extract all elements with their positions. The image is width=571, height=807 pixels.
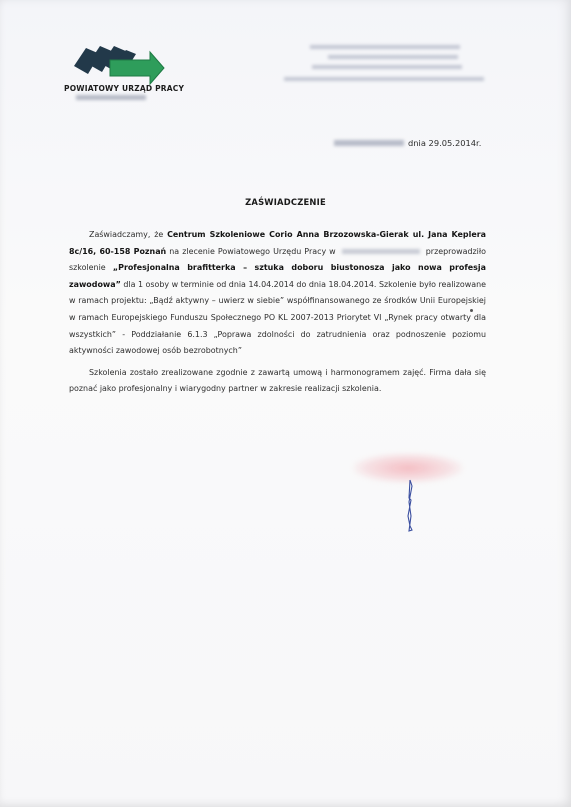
training-title: „Profesjonalna brafitterka – sztuka doboru biustonosza jako nowa profesja zawodowa” (69, 263, 486, 289)
document-date: dnia 29.05.2014r. (408, 138, 482, 148)
redacted-logo-subtext (76, 95, 146, 100)
margin-mark (470, 309, 473, 312)
redacted-place (334, 140, 404, 146)
document-title: ZAŚWIADCZENIE (245, 197, 326, 207)
document-body (69, 227, 486, 398)
training-center-name: Centrum Szkoleniowe Corio Anna Brzozowska-Gierak ul. Jana Keplera 8c/16, 60-158 Poznań (69, 230, 486, 256)
paragraph-2: Szkolenia zostało zrealizowane zgodnie z zawartą umową i harmonogramem zajęć. Firma dała się poznać jako profesjonalny i wiarygodny partner w zakresie realizacji szkolenia. (69, 367, 486, 394)
paragraph-1: Zaświadczamy, że Centrum Szkoleniowe Corio Anna Brzozowska-Gierak ul. Jana Keplera 8c/16, 60-158 Poznań na zlecenie Powiatowego Urzędu Pracy w przeprowadziło szkolenie „Profesjonalna brafitterka – sztuka doboru biustonosza jako nowa profesja zawodowa” dla 1 osoby w terminie od dnia 14.04.2014 do dnia 18.04.2014. Szkolenie było realizowane w ramach projektu: „Bądź aktywny – uwierz w siebie” współfinansowanego ze środków Unii Europejskiej w ramach Europejskiego Funduszu Społecznego PO KL 2007-2013 Priorytet VI „Rynek pracy otwarty dla wszystkich” - Poddziałanie 6.1.3 „Poprawa zdolności do zatrudnienia oraz podnoszenie poziomu aktywności zawodowej osób bezrobotnych” (69, 230, 486, 356)
logo-caption: POWIATOWY URZĄD PRACY (64, 84, 185, 93)
signature (402, 478, 418, 533)
redacted-city (342, 249, 420, 254)
